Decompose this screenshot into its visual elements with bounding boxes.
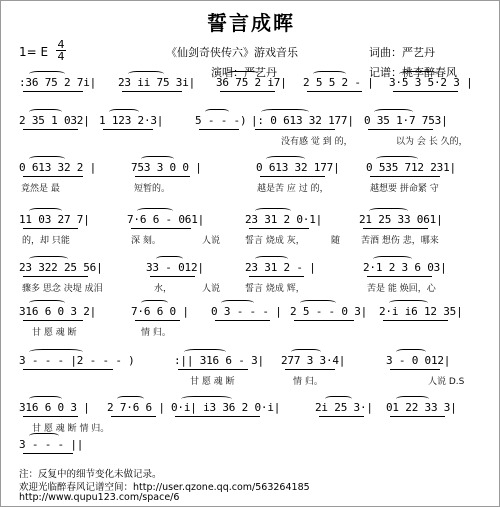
beam-line (23, 91, 83, 92)
footer-note: 注：反复中的细节变化未做记录。 (19, 469, 162, 480)
beam-line (122, 91, 182, 92)
beam-line (23, 176, 83, 177)
lyric-line: 的，却 只能 (22, 236, 70, 246)
notation-measure-group: 2 5 - - 0 3| (290, 305, 368, 318)
beam-line (175, 416, 260, 417)
notation-measure-group: |: 0 613 32 177| (251, 114, 354, 127)
notation-measure-group: 11 03 27 7| (19, 213, 90, 226)
beam-line (383, 320, 448, 321)
beam-line (294, 320, 354, 321)
lyric-line: 甘 愿 魂 断 (190, 377, 235, 387)
lyric-line: 竟然是 最 (21, 184, 60, 194)
beam-line (285, 369, 335, 370)
notation-measure-group: 2·i i6 12 35| (379, 305, 463, 318)
beam-line (23, 276, 88, 277)
notation-measure-group: 3 - - - || (19, 438, 84, 451)
notation-measure-group: 23 31 2 0·1| (245, 213, 323, 226)
slur-arc (184, 349, 226, 355)
beam-line (393, 91, 458, 92)
notation-measure-group: 23 322 25 56| (19, 261, 103, 274)
notation-measure-group: 316 6 0 3 2| (19, 305, 97, 318)
slur-arc (376, 156, 418, 162)
slur-arc (399, 71, 438, 77)
lyric-line: 甘 愿 魂 断 情 归。 (32, 424, 110, 434)
time-signature-bottom: 4 (57, 50, 65, 63)
beam-line (23, 320, 83, 321)
notation-measure-group: 21 25 33 061| (359, 213, 443, 226)
slur-arc (325, 396, 352, 402)
slur-arc (255, 256, 288, 262)
lyric-line: 深 刻。 (131, 236, 161, 246)
beam-line (135, 320, 180, 321)
slur-arc (29, 349, 83, 355)
lyric-line: 苦酒 想伤 悲，哪来 (361, 236, 439, 246)
beam-line (249, 276, 304, 277)
notation-measure-group: 5 - - -) (195, 114, 247, 127)
slur-arc (128, 71, 164, 77)
slur-arc (29, 71, 65, 77)
lyric-line: 誓言 烧成 灰， (245, 236, 305, 246)
slur-arc (137, 208, 173, 214)
slur-arc (313, 71, 346, 77)
notation-measure-group: 36 75 2 i7| (216, 76, 287, 89)
slur-arc (29, 300, 65, 306)
slur-arc (205, 109, 229, 115)
lyric-line: 以为 会 长 久的， (396, 137, 468, 147)
lyric-line: 短暂的。 (134, 184, 171, 194)
beam-line (23, 369, 113, 370)
notation-measure-group: 0 3 - - - | (211, 305, 282, 318)
notation-measure-group: 277 3 3·4| (281, 354, 346, 367)
lyric-line: 越想要 拼命紧 守 (370, 184, 439, 194)
lyric-line: 情 归。 (141, 328, 171, 338)
song-title: 誓言成晖 (207, 11, 295, 35)
beam-line (215, 320, 270, 321)
slur-arc (117, 396, 144, 402)
slur-arc (396, 349, 426, 355)
slur-arc (221, 300, 254, 306)
slur-arc (261, 109, 309, 115)
singer-text: 演唱：严艺丹 (211, 66, 277, 79)
notation-measure-group: 3 - - - |2 - - - ) (19, 354, 135, 367)
slur-arc (255, 208, 291, 214)
beam-line (135, 176, 190, 177)
lyric-line: 随 (331, 236, 341, 246)
beam-line (260, 176, 325, 177)
notation-measure-group: 753 3 0 0 | (131, 161, 202, 174)
notation-measure-group: :36 75 2 7i| (19, 76, 97, 89)
notation-measure-group: 316 6 0 3 | (19, 401, 90, 414)
notation-measure-group: 2 35 1 032| (19, 114, 90, 127)
slur-arc (369, 208, 408, 214)
lyric-line: 誓言 烧成 辉， (245, 284, 305, 294)
slur-arc (181, 396, 232, 402)
beam-line (199, 129, 239, 130)
slur-arc (156, 256, 183, 262)
transcriber-text: 记谱：桃李醉春风 (369, 66, 457, 79)
notation-measure-group: 2 5 5 2 - | (303, 76, 374, 89)
notation-measure-group: 3 - 0 012| (386, 354, 451, 367)
lyricist-text: 词曲：严艺丹 (369, 46, 435, 59)
lyric-line: 人说 D.S (428, 377, 465, 387)
lyric-line: 没有感 觉 到 的， (281, 137, 353, 147)
notation-measure-group: 33 - 012| (146, 261, 204, 274)
notation-measure-group: 0 535 712 231| (366, 161, 456, 174)
key-signature: 1= E (19, 45, 49, 59)
time-signature (56, 39, 66, 62)
lyric-line: 人说 (202, 284, 221, 294)
notation-measure-group: 1 123 2·3| (99, 114, 164, 127)
notation-measure-group: 0 613 32 177| (256, 161, 340, 174)
footer-url: http://www.qupu123.com/space/6 (19, 492, 180, 503)
notation-measure-group: 3·5 3 5·2 3 | (389, 76, 473, 89)
beam-line (23, 453, 73, 454)
beam-line (103, 129, 153, 130)
slur-arc (291, 349, 321, 355)
slur-arc (374, 109, 413, 115)
lyric-line: 骤多 思念 决堤 成泪 (22, 284, 103, 294)
slur-arc (29, 156, 65, 162)
notation-measure-group: 0·i| i3 36 2 0·i| (171, 401, 281, 414)
beam-line (363, 228, 428, 229)
beam-line (367, 276, 432, 277)
slur-arc (29, 396, 62, 402)
notation-measure-group: 0 613 32 2 | (19, 161, 97, 174)
slur-arc (373, 256, 412, 262)
slur-arc (266, 156, 305, 162)
notation-measure-group: 01 22 33 3| (386, 401, 457, 414)
slur-arc (109, 109, 139, 115)
notation-measure-group: 7·6 6 0 | (131, 305, 189, 318)
footer-welcome: 欢迎光临醉春风记谱空间：http://user.qzone.qq.com/563264185 (19, 482, 310, 493)
time-signature-top: 4 (57, 38, 65, 51)
notation-measure-group: 2i 25 3·| (315, 401, 373, 414)
beam-line (390, 369, 440, 370)
lyric-line: 甘 愿 魂 断 (32, 328, 77, 338)
beam-line (255, 129, 335, 130)
beam-line (23, 129, 78, 130)
beam-line (368, 129, 433, 130)
beam-line (319, 416, 364, 417)
lyric-line: 苦是 能 焕回，心 (367, 284, 436, 294)
notation-measure-group: 23 ii 75 3i| (118, 76, 196, 89)
slur-arc (396, 396, 429, 402)
beam-line (390, 416, 445, 417)
slur-arc (226, 71, 259, 77)
slur-arc (141, 300, 168, 306)
beam-line (178, 369, 248, 370)
beam-line (131, 228, 191, 229)
beam-line (150, 276, 195, 277)
notation-measure-group: 0 35 1·7 753| (364, 114, 448, 127)
lyric-line: 越是苦 应 过 的， (257, 184, 329, 194)
notation-measure-group: :|| 316 6 - 3| (174, 354, 264, 367)
beam-line (111, 416, 156, 417)
slur-arc (29, 433, 59, 439)
slur-arc (29, 256, 68, 262)
notation-measure-group: 2 7·6 6 | (107, 401, 165, 414)
beam-line (370, 176, 440, 177)
slur-arc (29, 208, 62, 214)
lyric-line: 情 归。 (293, 377, 323, 387)
slur-arc (389, 300, 428, 306)
beam-line (23, 228, 78, 229)
beam-line (249, 228, 309, 229)
slur-arc (300, 300, 336, 306)
source-text: 《仙剑奇侠传六》游戏音乐 (166, 46, 298, 59)
slur-arc (141, 156, 174, 162)
slur-arc (29, 109, 62, 115)
beam-line (23, 416, 78, 417)
notation-measure-group: 7·6 6 - 061| (127, 213, 205, 226)
notation-measure-group: 2·1 2 3 6 03| (363, 261, 447, 274)
lyric-line: 水， (154, 284, 173, 294)
notation-measure-group: 23 31 2 - | (245, 261, 316, 274)
beam-line (307, 91, 362, 92)
beam-line (220, 91, 275, 92)
lyric-line: 人说 (202, 236, 221, 246)
